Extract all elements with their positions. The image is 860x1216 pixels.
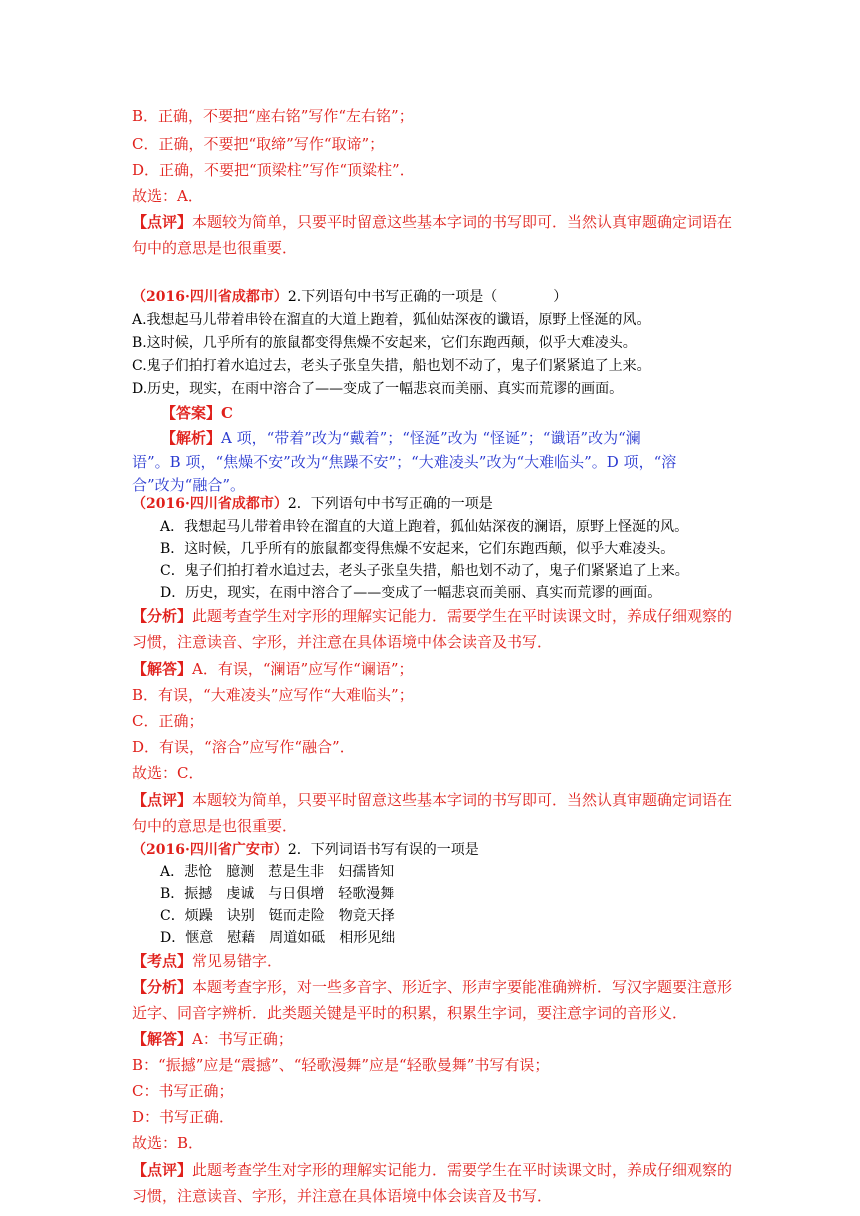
solve-line-d: D：书写正确． (132, 1108, 235, 1126)
comment-line-2: 句中的意思是也很重要． (132, 817, 298, 835)
question-2-header (132, 287, 567, 307)
question-text: 2．下列语句中书写正确的一项是 (287, 496, 493, 512)
option-d: D．历史，现实，在雨中溶合了——变成了一幅悲哀而美丽、真实而荒谬的画面。 (160, 585, 662, 601)
option-c: C．鬼子们拍打着水追过去，老头子张皇失措，船也划不动了，鬼子们紧紧追了上来。 (160, 563, 689, 579)
solve-tag: 【解答】 (132, 660, 193, 678)
option-b: B．振撼 虔诚 与日俱增 轻歌漫舞 (160, 886, 395, 902)
option-c-explanation: C．正确，不要把“取缔”写作“取谛”； (132, 135, 385, 153)
point-text: 常见易错字． (192, 952, 283, 970)
option-d: D．惬意 慰藉 周道如砥 相形见绌 (160, 930, 396, 946)
analysis-tag: 【解析】 (161, 429, 222, 447)
option-d: D.历史，现实，在雨中溶合了——变成了一幅悲哀而美丽、真实而荒谬的画面。 (132, 381, 624, 397)
analysis-line-1 (161, 428, 641, 448)
option-d-explanation: D．正确，不要把“顶梁柱”写作“顶粱柱”． (132, 161, 415, 179)
solve-text: A：书写正确； (192, 1030, 293, 1048)
analysis-line-1 (132, 606, 732, 626)
analysis-line-3: 合”改为“融合”。 (132, 476, 246, 494)
solve-line-c: C：书写正确； (132, 1082, 234, 1100)
option-b: B.这时候，几乎所有的旅鼠都变得焦燥不安起来，它们东跑西颠，似乎大难凌头。 (132, 335, 637, 351)
comment-line-1 (132, 790, 732, 810)
option-a: A．我想起马儿带着串铃在溜直的大道上跑着，狐仙姑深夜的澜语，原野上怪涎的风。 (160, 519, 689, 535)
option-a: A．悲怆 臆测 惹是生非 妇孺皆知 (160, 864, 395, 880)
point-line (132, 951, 282, 971)
analysis-line-2: 习惯，注意读音、字形，并注意在具体语境中体会读音及书写． (132, 633, 553, 651)
solve-line-a (132, 1029, 293, 1049)
choice-line: 故选：A． (132, 187, 203, 205)
analysis-tag: 【分析】 (132, 607, 193, 625)
question-2-header-guangan (132, 840, 479, 860)
source-label: （2016·四川省广安市） (132, 842, 288, 858)
option-a: A.我想起马儿带着串铃在溜直的大道上跑着，狐仙姑深夜的谶语，原野上怪涎的风。 (132, 312, 651, 328)
choice-line: 故选：C． (132, 764, 204, 782)
comment-tag: 【点评】 (132, 1161, 193, 1179)
solve-line-d: D．有误，“溶合”应写作“融合”． (132, 738, 355, 756)
solve-line-b: B：“振撼”应是“震撼”、“轻歌漫舞”应是“轻歌曼舞”书写有误； (132, 1056, 550, 1074)
comment-line-1 (132, 1160, 732, 1180)
comment-text: 本题较为简单，只要平时留意这些基本字词的书写即可．当然认真审题确定词语在 (192, 791, 733, 809)
answer-value: C (221, 404, 233, 422)
analysis-text: 此题考查学生对字形的理解实记能力．需要学生在平时读课文时，养成仔细观察的 (192, 607, 733, 625)
analysis-text: A 项，“带着”改为“戴着”；“怪涎”改为 “怪诞”；“谶语”改为“澜 (221, 429, 641, 447)
source-label: （2016·四川省成都市） (132, 289, 288, 305)
answer-line (161, 403, 233, 423)
comment-line-2: 习惯，注意读音、字形，并注意在具体语境中体会读音及书写． (132, 1187, 553, 1205)
analysis-line-2: 语”。B 项，“焦燥不安”改为“焦躁不安”；“大难凌头”改为“大难临头”。D 项，“溶 (132, 453, 677, 471)
option-b: B．这时候，几乎所有的旅鼠都变得焦燥不安起来，它们东跑西颠，似乎大难凌头。 (160, 541, 675, 557)
analysis-line-1 (132, 977, 732, 997)
option-c: C．烦躁 诀别 铤而走险 物竞天择 (160, 908, 395, 924)
comment-line-1 (132, 212, 732, 232)
comment-line-2: 句中的意思是也很重要． (132, 239, 298, 257)
solve-text: A．有误，“澜语”应写作“谰语”； (192, 660, 414, 678)
comment-tag: 【点评】 (132, 791, 193, 809)
comment-tag: 【点评】 (132, 213, 193, 231)
source-label: （2016·四川省成都市） (132, 496, 288, 512)
option-b-explanation: B．正确，不要把“座右铭”写作“左右铭”； (132, 107, 414, 125)
solve-tag: 【解答】 (132, 1030, 193, 1048)
choice-line: 故选：B． (132, 1134, 204, 1152)
question-text: 2.下列语句中书写正确的一项是（ ） (287, 289, 568, 305)
solve-line-b: B．有误，“大难凌头”应写作“大难临头”； (132, 686, 414, 704)
answer-tag: 【答案】 (161, 404, 222, 422)
analysis-line-2: 近字、同音字辨析．此类题关键是平时的积累，积累生字词，要注意字词的音形义． (132, 1004, 688, 1022)
solve-line-a (132, 659, 414, 679)
comment-text: 此题考查学生对字形的理解实记能力．需要学生在平时读课文时，养成仔细观察的 (192, 1161, 733, 1179)
analysis-text: 本题考查字形，对一些多音字、形近字、形声字要能准确辨析．写汉字题要注意形 (192, 978, 733, 996)
option-c: C.鬼子们拍打着水追过去，老头子张皇失措，船也划不动了，鬼子们紧紧追了上来。 (132, 358, 651, 374)
comment-text: 本题较为简单，只要平时留意这些基本字词的书写即可．当然认真审题确定词语在 (192, 213, 733, 231)
analysis-tag: 【分析】 (132, 978, 193, 996)
question-text: 2．下列词语书写有误的一项是 (287, 842, 479, 858)
solve-line-c: C．正确； (132, 712, 204, 730)
question-2-header-repeat (132, 494, 493, 514)
point-tag: 【考点】 (132, 952, 193, 970)
